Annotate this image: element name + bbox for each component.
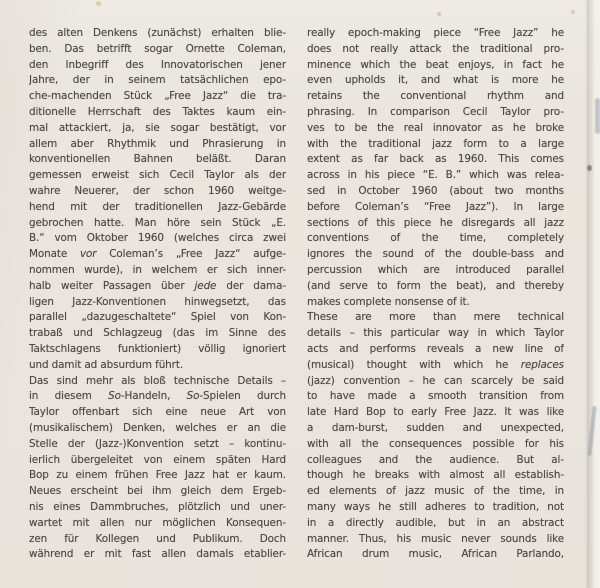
text-line: ligen Jazz-Konventionen hinwegsetzt, das [29,295,286,308]
text-line: colleagues and the audience. But al- [307,453,564,466]
text-line: che-machenden Stück „Free Jazz“ die tra- [29,90,286,103]
text-line: acts and performs reveals a new line of [307,342,564,355]
text-line: really epoch-making piece “Free Jazz” he [307,27,564,39]
english-text-column [307,26,564,563]
text-line: trabaß und Schlagzeug (das im Sinne des [29,327,286,340]
text-line: manner. Thus, his music never sounds like [307,532,564,545]
text-line: wahre Neuerer, der schon 1960 weitge- [29,184,286,197]
text-line: with the traditional jazz form to a large [307,137,564,150]
text-line: ben. Das betrifft sogar Ornette Coleman, [29,42,286,55]
text-line: Jahre, der in seinem tatsächlichen epo- [29,74,286,87]
text-line: halb weiter Passagen über jede der dama- [29,279,286,292]
text-line: gemessen erweist sich Cecil Taylor als der [29,169,286,182]
text-line: Monate vor Coleman’s „Free Jazz“ aufge- [29,248,286,261]
text-line: Taylor offenbart sich eine neue Art von [29,406,286,419]
text-line: phrasing. In comparison Cecil Taylor pro- [307,105,564,118]
text-line: Das sind mehr als bloß technische Details – [29,374,286,387]
text-line: (musikalischem) Denken, welches er an die [29,421,286,434]
text-line: wartet mit allen nur möglichen Konsequen- [29,516,286,529]
text-line: with all the consequences possible for his [307,437,564,450]
text-line: Neues erscheint bei ihm gleich dem Ergeb- [29,485,286,498]
text-line: Taktschlagens funktioniert) völlig ignoriert [29,342,286,355]
text-line: African drum music, African Parlando, [307,548,564,561]
text-line: across in his piece “E. B.” which was relea- [307,169,564,182]
text-line: Stelle der (Jazz-)Konvention setzt – kontinu- [29,437,286,450]
text-line: nommen wurde), in welchem er sich inner- [29,263,286,276]
text-line: in diesem So-Handeln, So-Spielen durch [29,390,286,403]
german-text-column [29,26,286,563]
text-line: late Hard Bop to early Free Jazz. It was like [307,406,564,419]
text-line: a dam-burst, sudden and unexpected, [307,421,564,434]
text-line: sed in October 1960 (about two months [307,184,564,197]
text-line: den Inbegriff des Innovatorischen jener [29,58,286,71]
text-line: (and serve to form the beat), and thereby [307,279,564,292]
text-line: nis eines Dammbruches, plötzlich und uner- [29,500,286,513]
text-line: makes complete nonsense of it. [307,295,470,308]
text-line: ignores the sound of the double-bass and [307,248,564,261]
paper-speck [571,10,575,14]
text-line: ed elements of jazz music of the time, in [307,485,564,498]
text-line: konventionellen Bahnen beläßt. Daran [29,153,286,166]
text-line: und damit ad absurdum führt. [29,358,184,371]
text-line: extent as far back as 1960. This comes [307,153,564,166]
text-line: (jazz) convention – he can scarcely be said [307,374,564,387]
text-line: sections of this piece he disregards all jazz [307,216,564,229]
text-line: mal attackiert, ja, sie sogar bestätigt, vor [29,121,286,134]
text-line: zen für Kollegen und Publikum. Doch [29,532,286,545]
scan-mark-blue-top [595,98,600,134]
text-line: B.“ vom Oktober 1960 (welches circa zwei [29,232,286,245]
text-line: gebrochen hatte. Man höre sein Stück „E. [29,216,286,229]
text-line: ierlich übergeleitet von einem späten Hard [29,453,286,466]
ink-speck [587,165,592,171]
text-line: does not really attack the traditional pro- [307,42,564,55]
text-line: percussion which are introduced parallel [307,263,564,276]
text-line: ditionelle Herrschaft des Taktes kaum ein- [29,105,286,118]
text-line: conventions of the time, completely [307,232,564,245]
text-line: many ways he still adheres to tradition, not [307,500,564,513]
text-line: ves to be the real innovator as he broke [307,121,564,134]
text-line: Bop zu einem frühen Free Jazz hat er kaum. [29,469,286,482]
text-line: (musical) thought with which he replaces [307,358,564,371]
text-line: to have made a smooth transition from [307,390,564,403]
text-line: minence which the beat enjoys, in fact he [307,58,564,71]
text-line: in a directly audible, but in an abstract [307,516,564,529]
page-edge-crease [587,0,589,588]
text-line: These are more than mere technical [307,311,564,324]
paper-speck [437,12,441,16]
text-line: even upholds it, and what is more he [307,74,564,87]
text-line: before Coleman’s “Free Jazz”). In large [307,200,564,213]
text-line: des alten Denkens (zunächst) erhalten blie- [29,27,286,39]
text-line: though he breaks with almost all establish- [307,469,564,482]
text-line: allem aber Rhythmik und Phrasierung in [29,137,286,150]
text-line: hend mit der traditionellen Jazz-Gebärde [29,200,286,213]
text-line: retains the conventional rhythm and [307,90,564,103]
text-line: details – this particular way in which Taylor [307,327,564,340]
paper-speck [96,1,101,6]
text-line: parallel „dazugeschaltete“ Spiel von Kon- [29,311,286,324]
text-line: während er mit fast allen damals etablier- [29,548,286,561]
